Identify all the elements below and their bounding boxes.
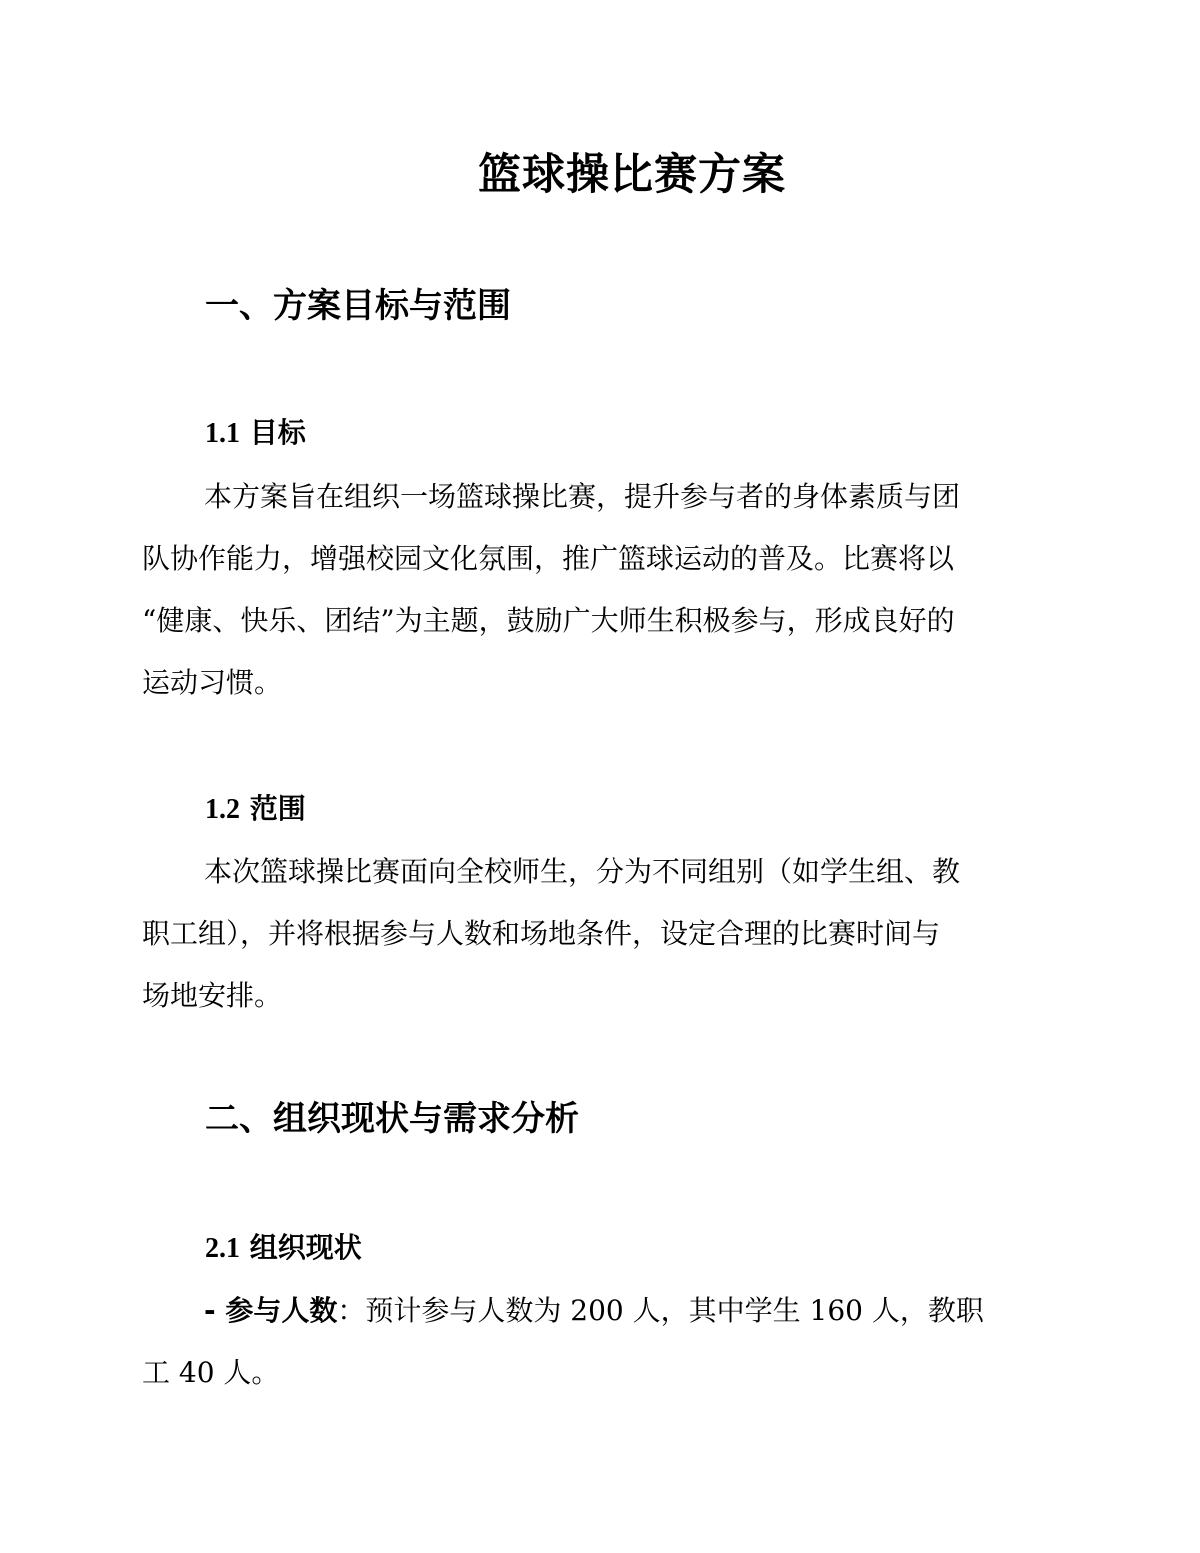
subsection-heading-1-1: [205, 413, 306, 454]
paragraph-line: “健康、快乐、团结”为主题，鼓励广大师生积极参与，形成良好的: [142, 604, 955, 637]
paragraph-line: 运动习惯。: [142, 666, 283, 699]
section-heading-1: 一、方案目标与范围: [205, 286, 511, 326]
paragraph-goal: [142, 466, 1052, 714]
paragraph-line: 职工组），并将根据参与人数和场地条件，设定合理的比赛时间与: [142, 917, 941, 950]
list-item-text: ：预计参与人数为 200 人，其中学生 160 人，教职: [337, 1294, 984, 1327]
subsection-number: 1.2: [205, 794, 240, 825]
section-heading-2: 二、组织现状与需求分析: [205, 1099, 579, 1139]
paragraph-line: 场地安排。: [142, 979, 283, 1012]
paragraph-participants: [142, 1280, 1052, 1404]
subsection-heading-2-1: [205, 1228, 362, 1269]
subsection-title: 目标: [249, 416, 306, 449]
paragraph-line: 队协作能力，增强校园文化氛围，推广篮球运动的普及。比赛将以: [142, 542, 955, 575]
subsection-title: 范围: [249, 792, 306, 825]
paragraph-scope: [142, 841, 1052, 1027]
list-item-label: - 参与人数: [204, 1294, 338, 1327]
subsection-number: 1.1: [205, 418, 240, 449]
paragraph-line: 本方案旨在组织一场篮球操比赛，提升参与者的身体素质与团: [204, 480, 961, 513]
paragraph-line: 本次篮球操比赛面向全校师生，分为不同组别（如学生组、教: [204, 855, 961, 888]
subsection-heading-1-2: [205, 789, 306, 830]
list-item: [142, 1280, 1052, 1342]
subsection-number: 2.1: [205, 1233, 240, 1264]
subsection-title: 组织现状: [249, 1231, 362, 1264]
paragraph-line: 工 40 人。: [142, 1356, 280, 1389]
document-title: 篮球操比赛方案: [478, 150, 786, 200]
